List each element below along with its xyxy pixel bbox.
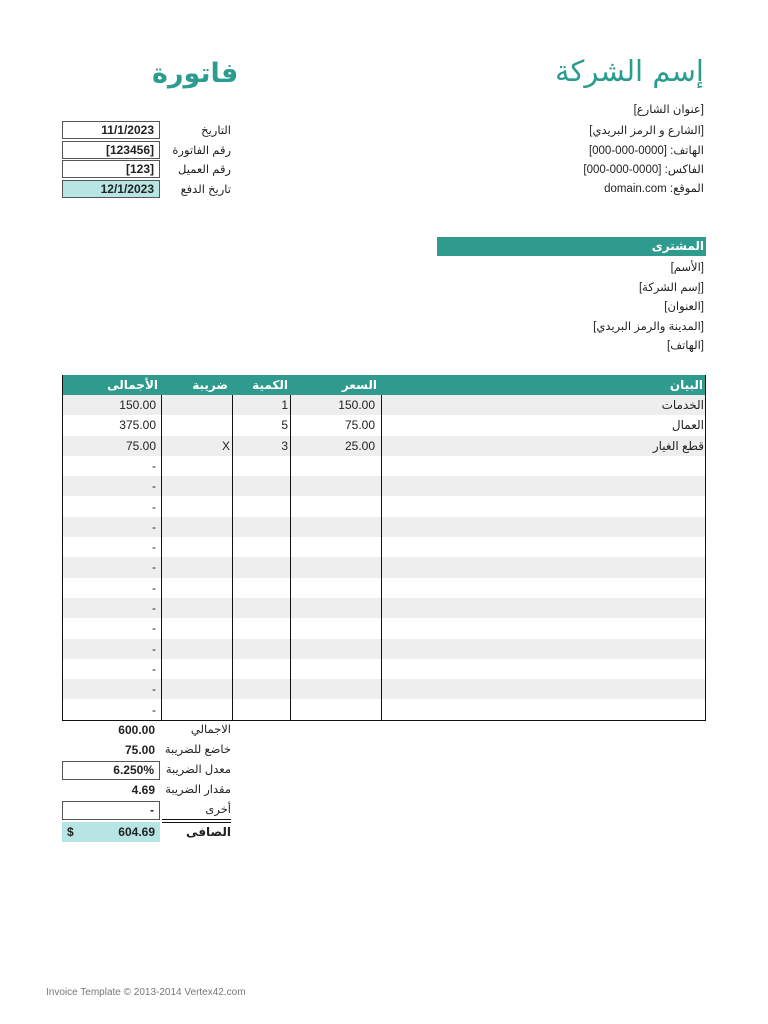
table-row[interactable] (63, 598, 705, 618)
table-row[interactable] (63, 659, 705, 679)
row-total: - (152, 702, 156, 717)
currency-symbol: $ (67, 825, 74, 839)
table-row[interactable] (63, 456, 705, 476)
taxable-value: 75.00 (124, 743, 155, 757)
tax-amount-label: مقدار الضريبة (165, 784, 231, 796)
table-row[interactable] (63, 578, 705, 598)
net-rule (162, 819, 231, 820)
row-qty: 1 (281, 398, 288, 412)
customer-id-label: رقم العميل (178, 164, 231, 176)
row-total: - (152, 641, 156, 656)
company-fax: الفاكس: [0000-000-000] (583, 164, 704, 176)
table-row[interactable] (63, 436, 705, 456)
col-divider (290, 395, 291, 720)
row-total: 75.00 (125, 438, 156, 453)
tax-amount-value: 4.69 (131, 783, 155, 797)
due-date-label: تاريخ الدفع (180, 184, 231, 196)
other-label: أخرى (205, 804, 231, 816)
row-total: - (152, 580, 156, 595)
company-street: [عنوان الشارع] (633, 104, 704, 116)
row-price: 25.00 (344, 438, 375, 453)
table-row[interactable] (63, 497, 705, 517)
table-row[interactable] (63, 537, 705, 557)
invoice-title: فاتورة (152, 58, 239, 89)
table-row[interactable] (63, 700, 705, 720)
invoice-number-label: رقم الفاتورة (172, 145, 231, 157)
row-total: - (152, 621, 156, 636)
company-name: إسم الشركة (555, 54, 704, 88)
row-tax: X (221, 438, 230, 453)
row-total: - (152, 499, 156, 514)
row-qty: 5 (281, 418, 288, 433)
row-total: - (152, 540, 156, 555)
row-total: - (152, 661, 156, 676)
table-row[interactable] (63, 557, 705, 577)
other-field[interactable]: - (62, 801, 160, 820)
header-description: البيان (669, 378, 703, 392)
col-divider (232, 395, 233, 720)
table-row[interactable] (63, 618, 705, 638)
net-total-box (62, 822, 160, 842)
row-total: - (152, 560, 156, 575)
buyer-city-zip: [المدينة والرمز البريدي] (593, 321, 704, 333)
table-row[interactable] (63, 639, 705, 659)
table-row[interactable] (63, 679, 705, 699)
row-total: - (152, 458, 156, 473)
invoice-number-field[interactable]: [123456] (62, 141, 160, 159)
buyer-name: [الأسم] (670, 262, 704, 274)
col-divider (381, 395, 382, 720)
row-total: 150.00 (119, 398, 156, 412)
row-total: - (152, 601, 156, 615)
header-price: السعر (341, 378, 377, 392)
taxable-label: خاضع للضريبة (164, 744, 231, 756)
tax-rate-label: معدل الضريبة (165, 764, 231, 776)
net-total-value: 604.69 (118, 825, 155, 839)
subtotal-label: الاجمالي (190, 724, 231, 736)
row-price: 75.00 (344, 418, 375, 433)
row-total: - (152, 479, 156, 494)
items-header-row (63, 375, 705, 395)
table-row[interactable] (63, 395, 705, 415)
col-divider (161, 395, 162, 720)
table-row[interactable] (63, 517, 705, 537)
company-city-zip: [الشارع و الرمز البريدي] (589, 125, 704, 137)
buyer-company: [إسم الشركة] (638, 282, 704, 294)
buyer-address: [العنوان] (664, 301, 704, 313)
row-total: 375.00 (119, 418, 156, 433)
invoice-date-label: التاريخ (201, 125, 231, 137)
row-price: 150.00 (338, 398, 375, 412)
row-description: قطع الغيار (652, 438, 704, 453)
tax-rate-field[interactable]: 6.250% (62, 761, 160, 780)
header-tax: ضريبة (192, 378, 228, 392)
due-date-field[interactable]: 12/1/2023 (62, 180, 160, 198)
row-description: العمال (671, 418, 704, 433)
buyer-phone: [الهاتف] (667, 340, 704, 352)
row-qty: 3 (281, 438, 288, 453)
subtotal-value: 600.00 (118, 723, 155, 737)
invoice-date-field[interactable]: 11/1/2023 (62, 121, 160, 139)
header-total: الأجمالى (107, 378, 158, 392)
row-total: - (152, 519, 156, 534)
row-total: - (152, 682, 156, 697)
row-description: الخدمات (661, 398, 704, 412)
items-table (62, 375, 706, 721)
footer-credit: Invoice Template © 2013-2014 Vertex42.com (46, 987, 246, 998)
table-row[interactable] (63, 476, 705, 496)
net-total-label: الصافى (186, 825, 231, 839)
company-website: الموقع: domain.com (604, 183, 704, 195)
table-row[interactable] (63, 415, 705, 435)
company-phone: الهاتف: [0000-000-000] (588, 145, 704, 157)
customer-id-field[interactable]: [123] (62, 160, 160, 178)
buyer-heading: المشترى (437, 237, 706, 256)
header-qty: الكمية (252, 378, 288, 392)
